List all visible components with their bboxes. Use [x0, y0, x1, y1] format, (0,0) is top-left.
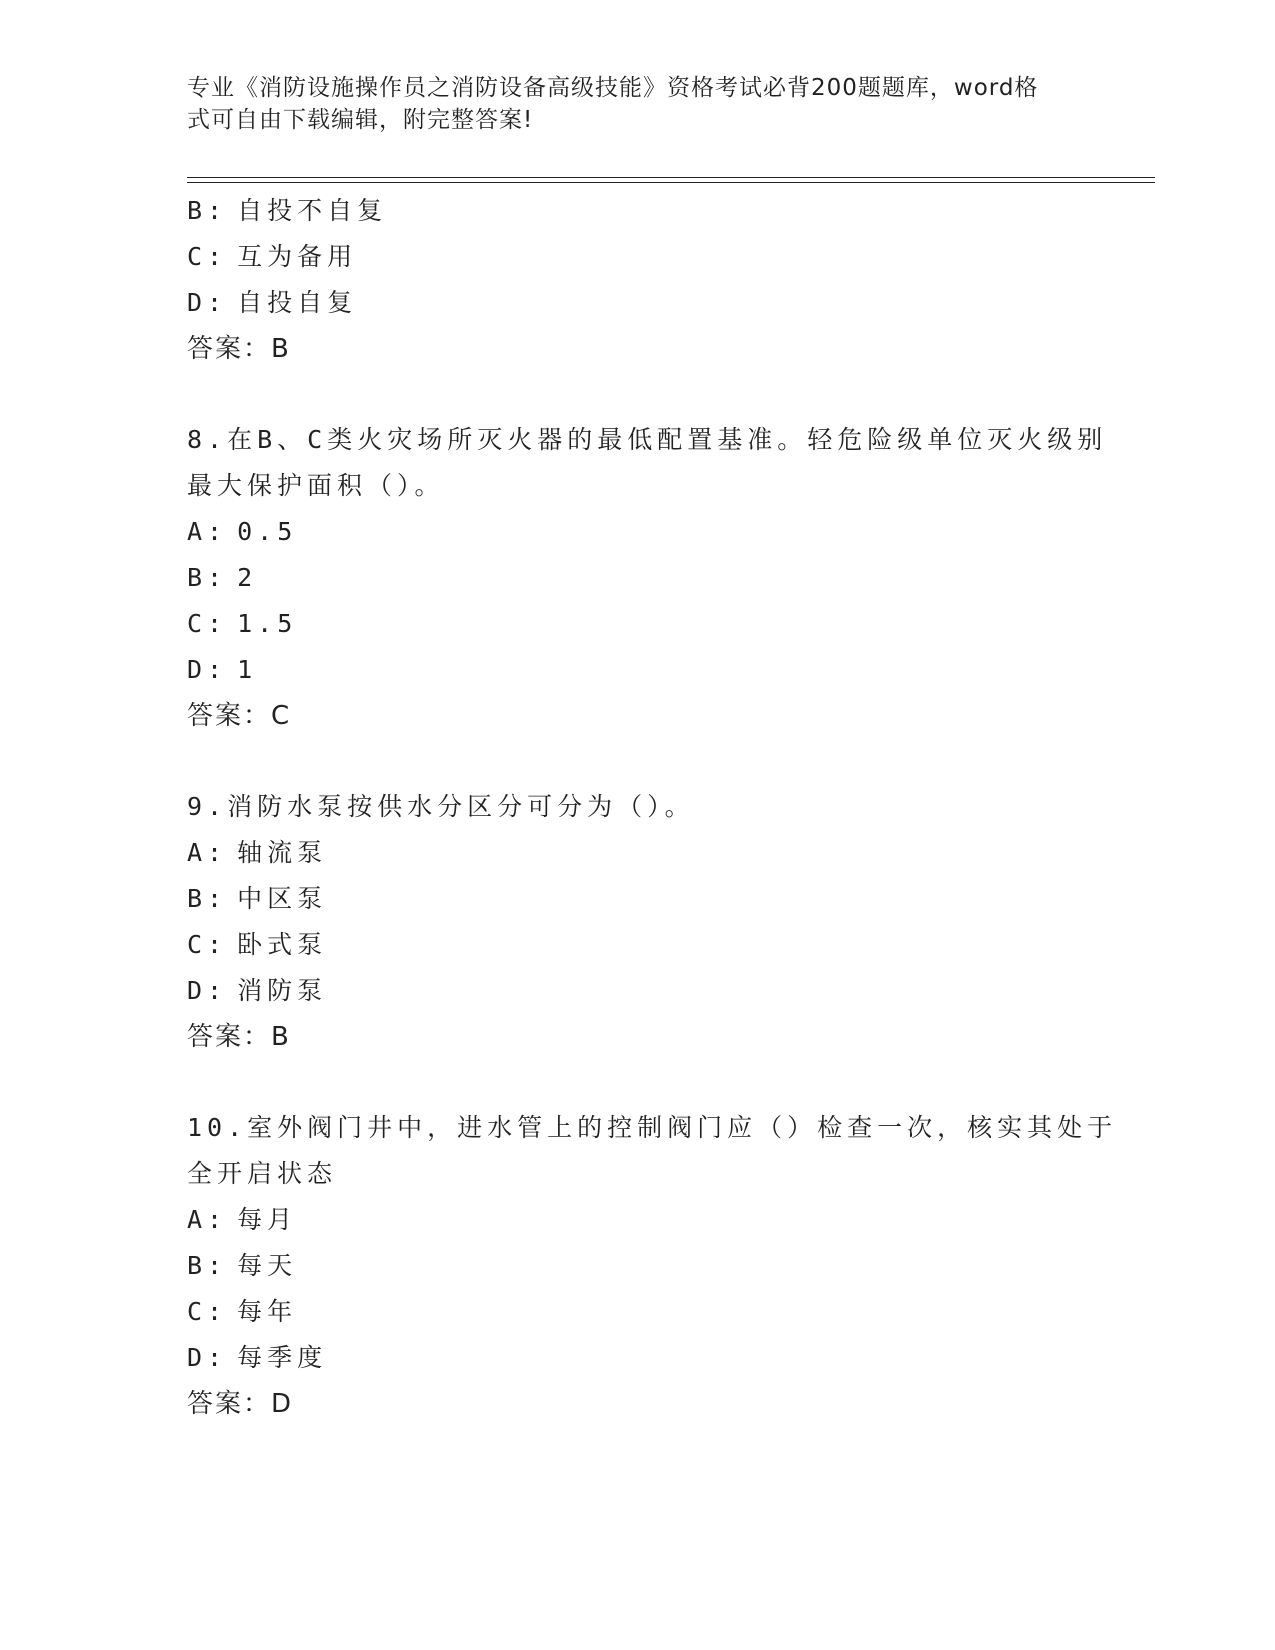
header-divider-bottom: [187, 182, 1155, 183]
option-label: B:: [187, 563, 228, 592]
option-label: A:: [187, 1205, 228, 1234]
option-label: C:: [187, 242, 228, 271]
option-b: [187, 555, 1087, 601]
answer-line: 答案：C: [187, 701, 292, 731]
option-d: [187, 1335, 1087, 1381]
option-value: 每季度: [237, 1343, 328, 1372]
option-label: C:: [187, 609, 228, 638]
option-value: 卧式泵: [237, 930, 328, 959]
option-value: 每月: [237, 1205, 298, 1234]
option-label: D:: [187, 655, 228, 684]
question-text-line: 全开启状态: [187, 1159, 338, 1188]
option-d: [187, 647, 1087, 693]
option-value: 互为备用: [237, 242, 358, 271]
option-value: 自投自复: [237, 288, 358, 317]
option-value: 消防泵: [237, 976, 328, 1005]
question-text-line: 8.在B、C类火灾场所灭火器的最低配置基准。轻危险级单位灭火级别: [187, 425, 1108, 454]
spacer: [187, 1060, 1087, 1105]
option-value: 中区泵: [237, 884, 328, 913]
question-8: [187, 417, 1108, 739]
spacer: [187, 739, 1087, 784]
document-header: [187, 72, 1067, 136]
option-label: A:: [187, 517, 228, 546]
option-a: [187, 1197, 1087, 1243]
option-label: D:: [187, 1343, 228, 1372]
question-text-line: 最大保护面积（）。: [187, 471, 445, 500]
option-value: 每天: [237, 1251, 298, 1280]
spacer: [187, 372, 1087, 417]
option-value: 每年: [237, 1297, 298, 1326]
option-value: 轴流泵: [237, 838, 328, 867]
question-7-tail: [187, 188, 1087, 372]
option-label: B:: [187, 1251, 228, 1280]
option-value: 1: [237, 655, 258, 684]
option-label: B:: [187, 196, 228, 225]
question-10: [187, 1105, 1118, 1427]
option-label: C:: [187, 930, 228, 959]
header-line-1: 专业《消防设施操作员之消防设备高级技能》资格考试必背200题题库，word格: [187, 75, 1039, 101]
answer-line: 答案：B: [187, 334, 291, 364]
question-9: [187, 784, 1087, 1060]
answer-line: 答案：B: [187, 1022, 291, 1052]
option-a: [187, 509, 1087, 555]
option-label: B:: [187, 884, 228, 913]
option-label: C:: [187, 1297, 228, 1326]
option-label: D:: [187, 288, 228, 317]
option-b: [187, 188, 1087, 234]
question-text-line: 10.室外阀门井中，进水管上的控制阀门应（）检查一次，核实其处于: [187, 1113, 1118, 1142]
option-value: 1.5: [237, 609, 298, 638]
option-label: A:: [187, 838, 228, 867]
option-a: [187, 830, 1087, 876]
option-c: [187, 1289, 1087, 1335]
option-value: 自投不自复: [237, 196, 388, 225]
option-c: [187, 922, 1087, 968]
question-text-line: 9.消防水泵按供水分区分可分为（）。: [187, 792, 695, 821]
option-c: [187, 234, 1087, 280]
option-value: 2: [237, 563, 258, 592]
option-b: [187, 876, 1087, 922]
question-content: [187, 188, 1118, 1427]
option-b: [187, 1243, 1087, 1289]
option-value: 0.5: [237, 517, 298, 546]
option-label: D:: [187, 976, 228, 1005]
header-line-2: 式可自由下载编辑，附完整答案!: [187, 107, 534, 133]
header-divider-top: [187, 177, 1155, 178]
option-c: [187, 601, 1087, 647]
option-d: [187, 280, 1087, 326]
option-d: [187, 968, 1087, 1014]
answer-line: 答案：D: [187, 1389, 294, 1419]
